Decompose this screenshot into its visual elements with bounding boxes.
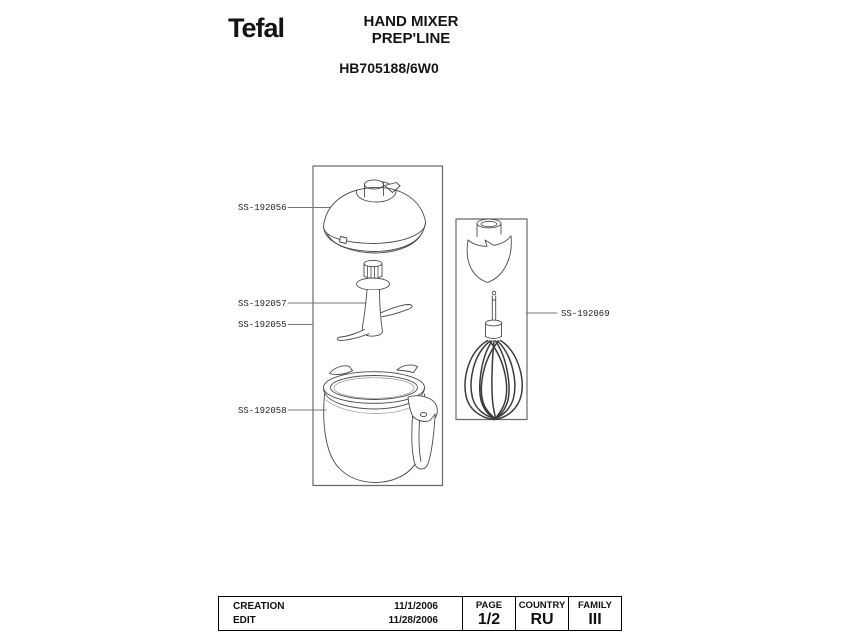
country-cell <box>515 597 568 630</box>
title-line-2: PREP'LINE <box>371 30 451 47</box>
country-label: COUNTRY <box>518 600 566 611</box>
edit-row <box>233 614 438 627</box>
bowl-part <box>324 365 438 482</box>
part-label-chopper-set: SS-192055 <box>238 320 287 330</box>
whisk-gearbox-part <box>467 219 511 282</box>
creation-row <box>233 600 438 613</box>
revision-table <box>218 596 622 631</box>
part-label-whisk: SS-192069 <box>561 308 610 319</box>
part-label-blade: SS-192057 <box>238 298 287 309</box>
page-value: 1/2 <box>477 611 501 628</box>
revision-dates-cell <box>219 597 462 630</box>
chopper-blade-part <box>337 260 412 340</box>
title-line-1: HAND MIXER <box>363 13 459 30</box>
family-cell <box>568 597 621 630</box>
creation-date: 11/1/2006 <box>394 600 438 612</box>
creation-label: CREATION <box>233 600 285 612</box>
model-number: HB705188/6W0 <box>339 60 439 76</box>
edit-label: EDIT <box>233 615 256 627</box>
whisk-part <box>465 291 522 419</box>
family-value: III <box>588 611 602 628</box>
part-label-bowl: SS-192058 <box>238 405 287 416</box>
page-label: PAGE <box>475 600 503 611</box>
lid-part <box>324 180 426 253</box>
tefal-logo: Tefal <box>228 13 285 43</box>
family-label: FAMILY <box>578 600 612 611</box>
country-value: RU <box>530 611 554 628</box>
edit-date: 11/28/2006 <box>388 615 438 627</box>
part-label-lid: SS-192056 <box>238 203 287 213</box>
page-cell <box>462 597 515 630</box>
